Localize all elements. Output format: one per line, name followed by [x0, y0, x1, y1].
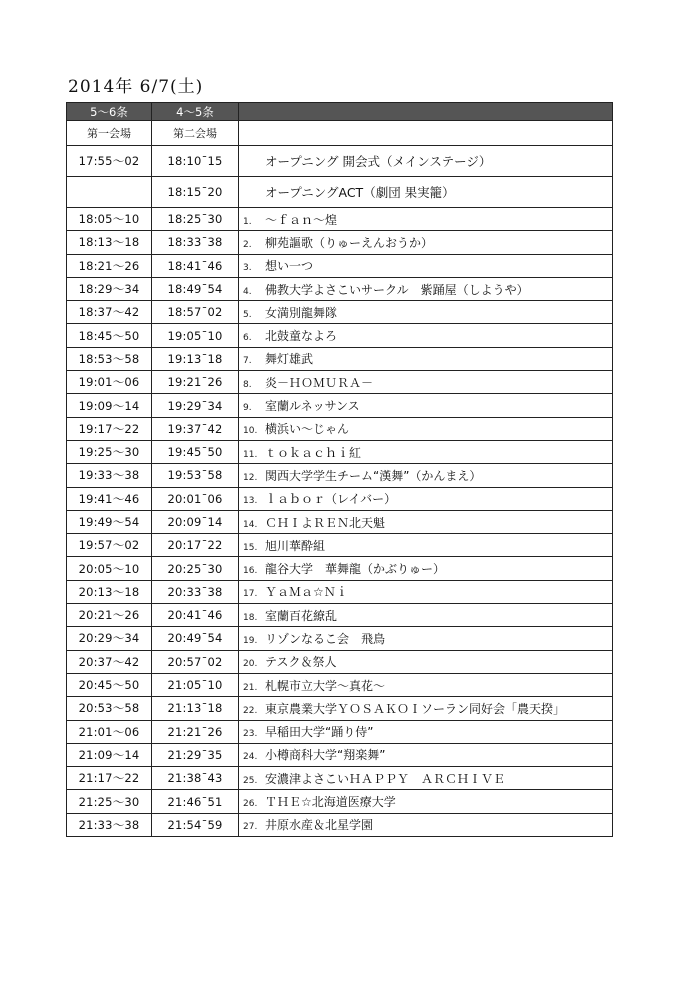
team-name: ＣＨＩよＲＥＮ北天魁 [265, 515, 386, 530]
venue2-time: 19:05¯10 [152, 324, 239, 347]
team-name: 東京農業大学ＹＯＳＡＫＯＩソーラン同好会「農天揆」 [265, 701, 566, 716]
venue1-time: 18:13〜18 [67, 231, 152, 254]
venue2-time: 18:25¯30 [152, 208, 239, 231]
team-name: 室蘭百花繚乱 [265, 608, 338, 623]
team-name: 佛教大学よさこいサークル 紫踊屋（しようや） [265, 282, 529, 297]
stage1-header: 5〜6条 [67, 103, 152, 121]
table-row [67, 487, 613, 510]
team-name: リゾンなるこ会 飛鳥 [265, 631, 386, 646]
schedule-table [66, 102, 613, 837]
venue1-time: 18:53〜58 [67, 347, 152, 370]
team-number: 9. [243, 403, 252, 414]
event-name: オープニングACT（劇団 果実籠） [239, 177, 613, 208]
team-cell [239, 417, 613, 440]
team-cell [239, 534, 613, 557]
team-name: ｌａｂｏｒ（レイバー） [265, 492, 397, 507]
team-cell [239, 790, 613, 813]
table-row [67, 394, 613, 417]
venue2-time: 18:49¯54 [152, 277, 239, 300]
table-row [67, 720, 613, 743]
team-cell [239, 627, 613, 650]
venue1-time: 21:25〜30 [67, 790, 152, 813]
table-row [67, 371, 613, 394]
venue1-time: 20:45〜50 [67, 673, 152, 696]
table-row [67, 324, 613, 347]
event-name: オープニング 開会式（メインステージ） [239, 146, 613, 177]
team-number: 20. [243, 659, 258, 670]
venue2-time: 18:33¯38 [152, 231, 239, 254]
team-name: 小樽商科大学“翔楽舞” [265, 748, 386, 763]
venue2-time: 19:13¯18 [152, 347, 239, 370]
team-number: 10. [243, 426, 258, 437]
venue1-time: 20:13〜18 [67, 580, 152, 603]
table-row [67, 464, 613, 487]
team-number: 8. [243, 379, 252, 390]
team-number: 25. [243, 775, 258, 786]
venue2-time: 21:21¯26 [152, 720, 239, 743]
venue2-time: 20:01¯06 [152, 487, 239, 510]
venue2-time: 21:29¯35 [152, 743, 239, 766]
stage-header-row [67, 103, 613, 121]
team-cell [239, 440, 613, 463]
table-row [67, 627, 613, 650]
venue2-time: 21:05¯10 [152, 673, 239, 696]
team-cell [239, 371, 613, 394]
table-row [67, 231, 613, 254]
table-row [67, 767, 613, 790]
team-cell [239, 301, 613, 324]
table-row [67, 580, 613, 603]
table-row [67, 510, 613, 533]
venue1-time: 20:53〜58 [67, 697, 152, 720]
table-row [67, 254, 613, 277]
venue2-time: 21:38¯43 [152, 767, 239, 790]
team-number: 23. [243, 729, 258, 740]
venue2-time: 20:33¯38 [152, 580, 239, 603]
team-name: 龍谷大学 華舞龍（かぶりゅー） [265, 562, 446, 577]
team-name: ｔｏｋａｃｈｉ紅 [265, 445, 362, 460]
venue2-time: 18:41¯46 [152, 254, 239, 277]
team-name: 柳苑謳歌（りゅーえんおうか） [265, 235, 434, 250]
venue1-time: 20:37〜42 [67, 650, 152, 673]
team-cell [239, 394, 613, 417]
venue2-time: 20:41¯46 [152, 604, 239, 627]
table-row [67, 277, 613, 300]
team-cell [239, 697, 613, 720]
team-cell [239, 767, 613, 790]
team-cell [239, 813, 613, 836]
team-number: 6. [243, 333, 252, 344]
stage2-header: 4〜5条 [152, 103, 239, 121]
venue2-time: 20:57¯02 [152, 650, 239, 673]
venue1-time: 19:09〜14 [67, 394, 152, 417]
table-row [67, 790, 613, 813]
venue1-time: 19:41〜46 [67, 487, 152, 510]
team-name: 早稲田大学“踊り侍” [265, 725, 374, 740]
special-row [67, 177, 613, 208]
team-number: 24. [243, 752, 258, 763]
team-name: 横浜い〜じゃん [265, 422, 350, 437]
team-number: 7. [243, 356, 252, 367]
team-name: 舞灯雄武 [265, 352, 314, 367]
team-number: 5. [243, 309, 252, 320]
venue2-time: 19:21¯26 [152, 371, 239, 394]
venue1-time: 18:21〜26 [67, 254, 152, 277]
venue1-time: 18:29〜34 [67, 277, 152, 300]
venue1-time: 20:21〜26 [67, 604, 152, 627]
table-row [67, 697, 613, 720]
team-name: 想い一つ [265, 259, 314, 274]
team-cell [239, 604, 613, 627]
special-row [67, 146, 613, 177]
venue1-time: 19:17〜22 [67, 417, 152, 440]
team-cell [239, 557, 613, 580]
venue2-time: 18:10¯15 [152, 146, 239, 177]
team-cell [239, 324, 613, 347]
table-row [67, 534, 613, 557]
team-name: ＹａＭａ☆Ｎｉ [265, 585, 348, 600]
venue2-time: 19:29¯34 [152, 394, 239, 417]
team-name: 札幌市立大学〜真花〜 [265, 678, 386, 693]
venue2-header: 第二会場 [152, 121, 239, 146]
table-row [67, 440, 613, 463]
team-number: 2. [243, 239, 252, 250]
table-row [67, 813, 613, 836]
team-number: 18. [243, 612, 258, 623]
team-cell [239, 743, 613, 766]
venue1-time: 19:49〜54 [67, 510, 152, 533]
venue1-time: 21:33〜38 [67, 813, 152, 836]
blank-header [239, 103, 613, 121]
team-cell [239, 208, 613, 231]
table-row [67, 673, 613, 696]
venue1-time [67, 177, 152, 208]
venue1-time: 19:57〜02 [67, 534, 152, 557]
table-row [67, 208, 613, 231]
team-cell [239, 510, 613, 533]
team-number: 4. [243, 286, 252, 297]
table-row [67, 743, 613, 766]
venue2-time: 21:54¯59 [152, 813, 239, 836]
table-row [67, 604, 613, 627]
venue-header-row [67, 121, 613, 146]
team-name: 室蘭ルネッサンス [265, 399, 360, 414]
team-number: 3. [243, 263, 252, 274]
team-cell [239, 720, 613, 743]
team-cell [239, 231, 613, 254]
team-cell [239, 464, 613, 487]
team-number: 13. [243, 496, 258, 507]
team-number: 11. [243, 449, 258, 460]
team-name: ＴＨＥ☆北海道医療大学 [265, 795, 396, 810]
team-name: 女満別龍舞隊 [265, 305, 338, 320]
page-title: 2014年 6/7(土) [68, 77, 204, 97]
team-name: 安濃津よさこいＨＡＰＰＹ ＡＲＣＨＩＶＥ [265, 771, 506, 786]
team-cell [239, 580, 613, 603]
venue1-time: 19:01〜06 [67, 371, 152, 394]
team-cell [239, 650, 613, 673]
venue1-time: 20:05〜10 [67, 557, 152, 580]
venue2-time: 20:09¯14 [152, 510, 239, 533]
team-name: テスク＆祭人 [265, 655, 337, 670]
venue2-time: 18:57¯02 [152, 301, 239, 324]
team-number: 14. [243, 519, 258, 530]
team-name: 関西大学学生チーム“漢舞”（かんまえ） [265, 468, 482, 483]
venue1-time: 21:09〜14 [67, 743, 152, 766]
team-cell [239, 347, 613, 370]
team-cell [239, 673, 613, 696]
blank-subheader [239, 121, 613, 146]
venue1-time: 18:05〜10 [67, 208, 152, 231]
table-row [67, 301, 613, 324]
table-row [67, 347, 613, 370]
venue2-time: 20:25¯30 [152, 557, 239, 580]
venue1-time: 19:25〜30 [67, 440, 152, 463]
team-cell [239, 254, 613, 277]
venue2-time: 21:46¯51 [152, 790, 239, 813]
team-number: 21. [243, 682, 258, 693]
venue1-time: 20:29〜34 [67, 627, 152, 650]
table-row [67, 557, 613, 580]
venue1-time: 17:55〜02 [67, 146, 152, 177]
team-number: 17. [243, 589, 258, 600]
table-row [67, 650, 613, 673]
team-name: 〜ｆａｎ〜煌 [265, 212, 338, 227]
team-name: 北鼓童なよろ [265, 329, 338, 344]
venue1-time: 19:33〜38 [67, 464, 152, 487]
venue2-time: 21:13¯18 [152, 697, 239, 720]
team-number: 12. [243, 472, 258, 483]
team-number: 19. [243, 635, 258, 646]
team-cell [239, 277, 613, 300]
team-number: 27. [243, 822, 258, 833]
team-cell [239, 487, 613, 510]
team-number: 1. [243, 216, 252, 227]
venue2-time: 19:53¯58 [152, 464, 239, 487]
team-number: 22. [243, 705, 258, 716]
team-number: 16. [243, 566, 258, 577]
team-name: 旭川華酔組 [265, 538, 326, 553]
venue2-time: 18:15¯20 [152, 177, 239, 208]
venue2-time: 19:45¯50 [152, 440, 239, 463]
venue2-time: 20:17¯22 [152, 534, 239, 557]
team-number: 26. [243, 799, 258, 810]
team-name: 炎－ＨＯＭＵＲＡ－ [265, 375, 374, 390]
venue1-time: 21:17〜22 [67, 767, 152, 790]
table-row [67, 417, 613, 440]
venue2-time: 20:49¯54 [152, 627, 239, 650]
venue2-time: 19:37¯42 [152, 417, 239, 440]
venue1-time: 18:37〜42 [67, 301, 152, 324]
venue1-header: 第一会場 [67, 121, 152, 146]
team-number: 15. [243, 542, 258, 553]
venue1-time: 18:45〜50 [67, 324, 152, 347]
team-name: 井原水産＆北星学園 [265, 818, 374, 833]
venue1-time: 21:01〜06 [67, 720, 152, 743]
